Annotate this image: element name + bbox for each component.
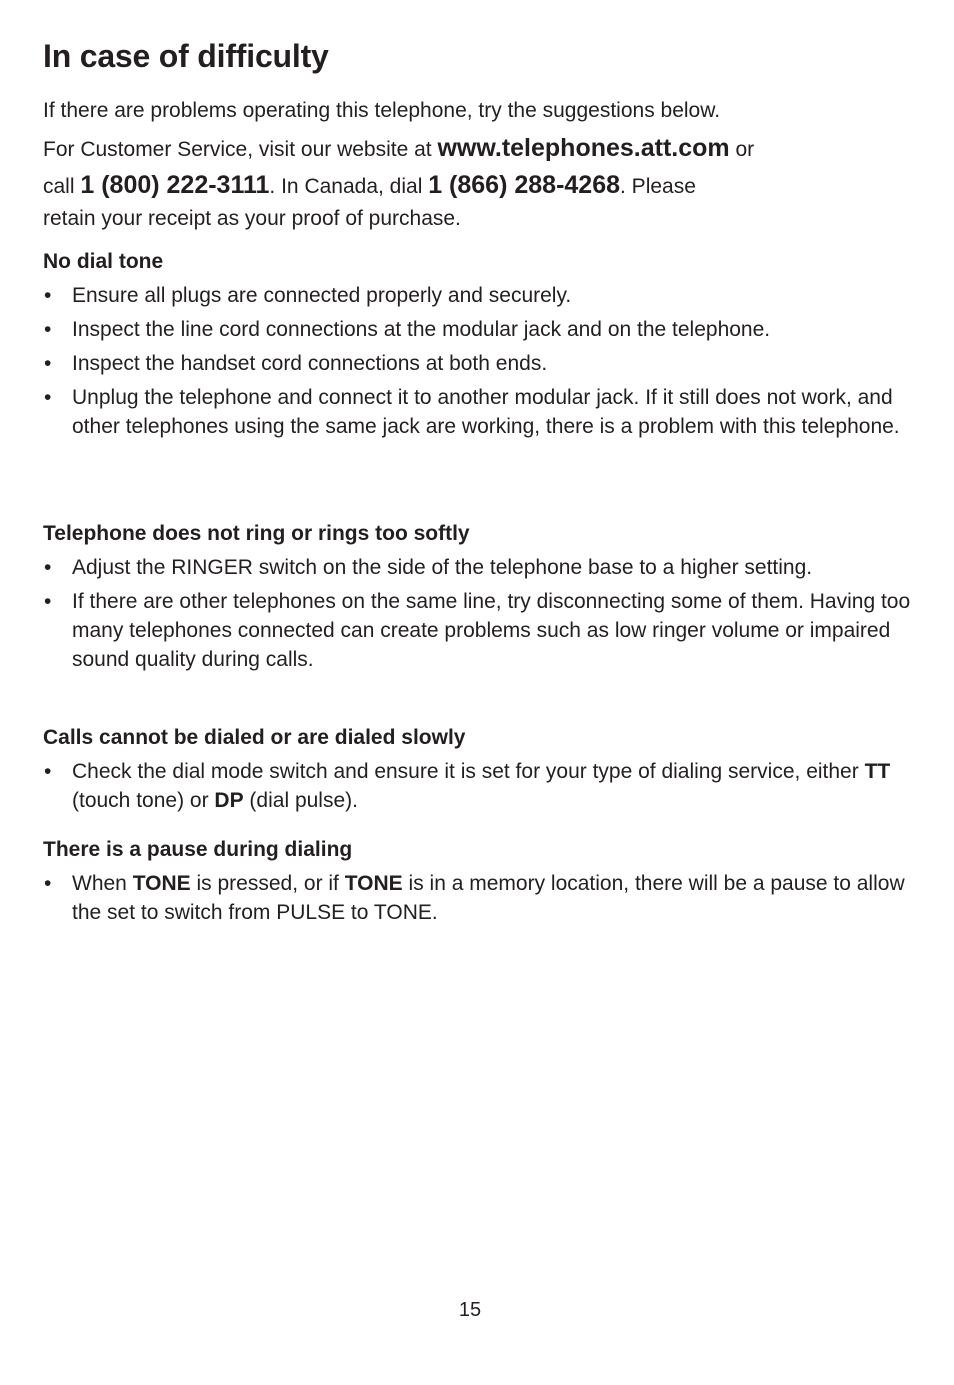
list-item-text: Adjust the RINGER switch on the side of the telephone base to a higher setting. [72,556,813,579]
list-item [43,553,923,582]
list-item-text: Ensure all plugs are connected properly and securely. [72,284,572,307]
contact-text: . Please [620,175,696,198]
section-heading: Calls cannot be dialed or are dialed slowly [43,726,466,749]
tone-key: TONE [132,872,191,895]
list-item [43,757,923,815]
text-run: (touch tone) or [72,789,215,812]
section-dialing-slow [43,723,923,820]
list-item [43,281,923,310]
page-title: In case of difficulty [43,38,329,74]
section-heading: Telephone does not ring or rings too softly [43,522,470,545]
section-ringer [43,519,923,679]
list-item-text: Inspect the handset cord connections at both ends. [72,352,548,375]
bullet-list [43,869,923,927]
bullet-icon: • [44,760,52,783]
section-heading: There is a pause during dialing [43,838,353,861]
list-item [43,587,923,674]
list-item [43,869,923,927]
tone-key: TONE [344,872,403,895]
text-run: When [72,872,133,895]
bullet-icon: • [44,386,52,409]
contact-text: or [729,138,755,161]
text-run: Check the dial mode switch and ensure it is set for your type of dialing service, either [72,760,865,783]
text-run: is pressed, or if [190,872,345,895]
mode-tt: TT [864,760,891,783]
bullet-icon: • [44,556,52,579]
text-run: (dial pulse). [243,789,358,812]
bullet-icon: • [44,284,52,307]
bullet-list [43,553,923,674]
bullet-icon: • [44,318,52,341]
text-run: is in a memory location, there will be a pause to allow the set to switch from PULSE to TONE. [72,872,905,924]
canada-phone-number: 1 (866) 288-4268 [428,171,621,199]
contact-line-1 [43,130,923,168]
list-item-text: Unplug the telephone and connect it to another modular jack. If it still does not work, and other telephones using the same jack are working, there is a problem with this telephone. [72,386,900,438]
list-item-text [72,760,890,812]
list-item-text: Inspect the line cord connections at the modular jack and on the telephone. [72,318,771,341]
contact-text: For Customer Service, visit our website at [43,138,438,161]
bullet-list [43,281,923,441]
list-item-text [72,872,905,924]
intro-paragraph: If there are problems operating this telephone, try the suggestions below. [43,99,721,122]
contact-line-3: retain your receipt as your proof of purchase. [43,207,461,230]
bullet-list [43,757,923,815]
contact-text: . In Canada, dial [269,175,429,198]
section-heading: No dial tone [43,250,164,273]
section-pause-dialing [43,835,923,932]
bullet-icon: • [44,590,52,613]
website-link[interactable]: www.telephones.att.com [437,134,730,162]
bullet-icon: • [44,352,52,375]
bullet-icon: • [44,872,52,895]
us-phone-number: 1 (800) 222-3111 [80,171,270,199]
list-item [43,383,923,441]
list-item [43,315,923,344]
mode-dp: DP [214,789,244,812]
contact-text: call [43,175,81,198]
section-no-dial-tone [43,247,923,446]
list-item [43,349,923,378]
list-item-text: If there are other telephones on the same line, try disconnecting some of them. Having too many telephones connected can create problems such as low ringer volume or impaired sound quality during calls. [72,590,911,671]
contact-line-2 [43,168,923,204]
contact-paragraph [43,130,923,233]
page-number: 15 [458,1299,482,1321]
